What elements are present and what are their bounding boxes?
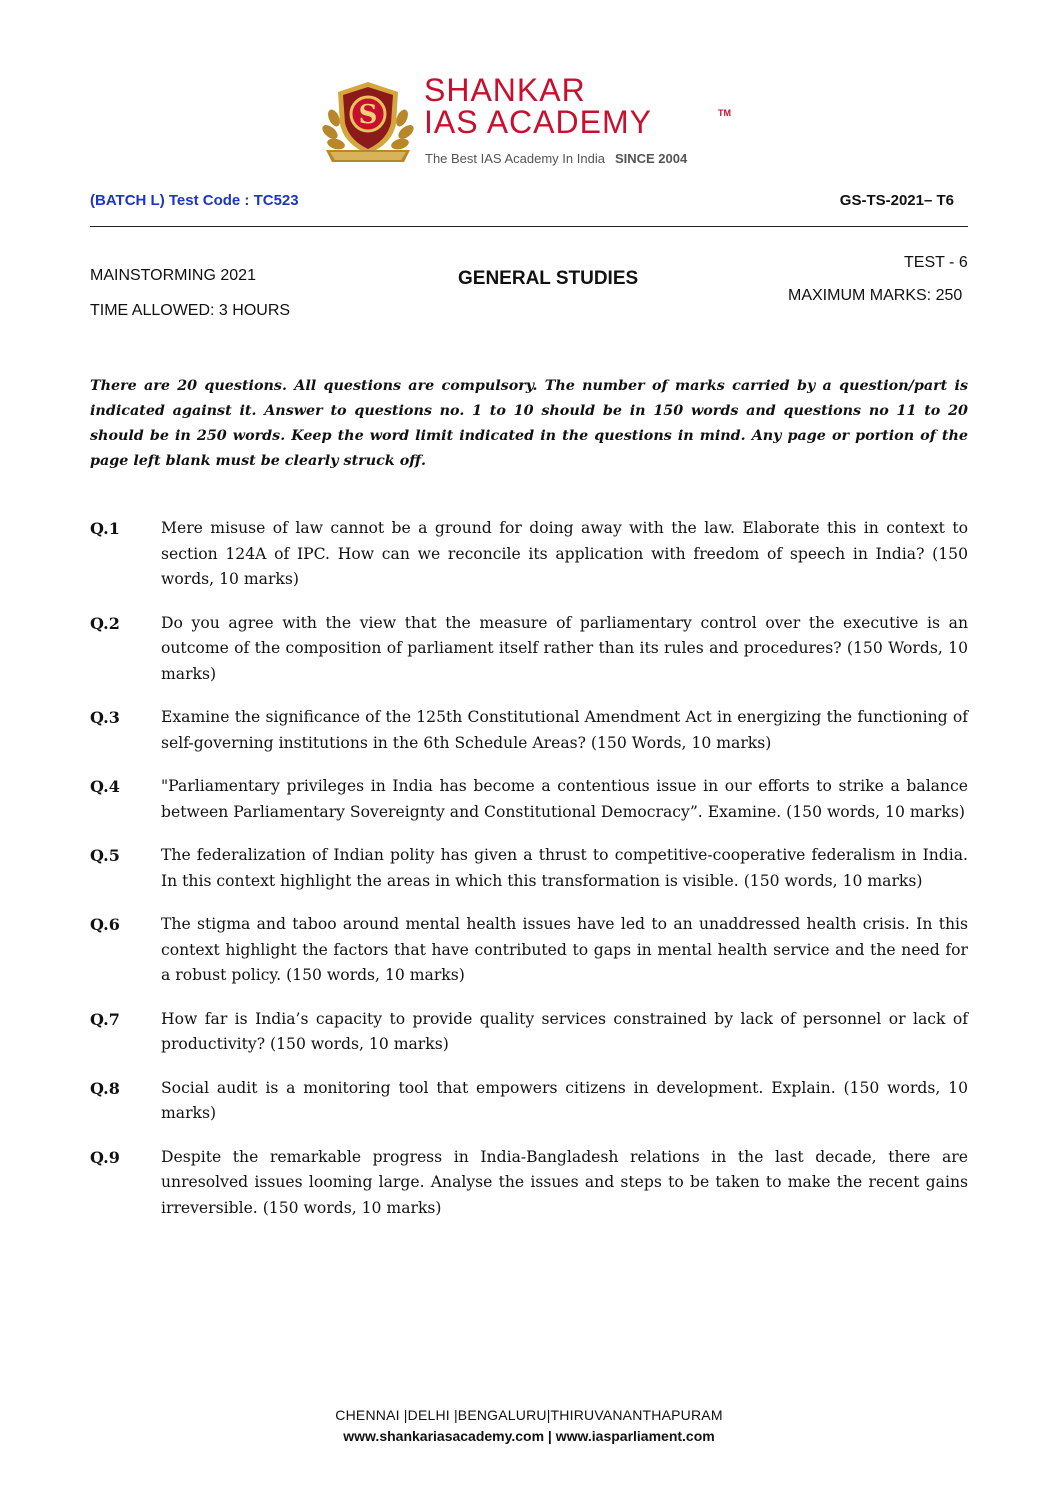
footer-websites[interactable]: www.shankariasacademy.com | www.iasparliament.com: [343, 1428, 715, 1444]
question-item: [90, 1007, 968, 1058]
question-item: [90, 774, 968, 825]
question-item: [90, 611, 968, 688]
time-allowed: TIME ALLOWED: 3 HOURS: [90, 302, 291, 319]
question-item: [90, 843, 968, 894]
question-text: Examine the significance of the 125th Constitutional Amendment Act in energizing the functioning of self-governing institutions in the 6th Schedule Areas? (150 Words, 10 marks): [161, 708, 968, 752]
program-name: MAINSTORMING 2021: [90, 267, 256, 284]
svg-text:S: S: [358, 100, 378, 130]
header-divider: [90, 226, 968, 227]
question-text: Mere misuse of law cannot be a ground for doing away with the law. Elaborate this in context to section 124A of IPC. How can we reconcile its application with freedom of speech in India? (150 words, 10 marks): [161, 519, 968, 588]
trademark-mark: TM: [718, 108, 731, 118]
question-item: [90, 1145, 968, 1222]
academy-name-line2: IAS ACADEMY: [424, 104, 652, 140]
question-number: Q.8: [90, 1078, 120, 1098]
question-number: Q.5: [90, 846, 120, 865]
question-item: [90, 516, 968, 593]
question-number: Q.7: [90, 1009, 120, 1029]
question-text: The federalization of Indian polity has given a thrust to competitive-cooperative federalism in India. In this context highlight the areas in which this transformation is visible. (150 words, 10 marks): [161, 846, 968, 890]
question-item: [90, 705, 968, 756]
shankar-emblem-icon: [320, 78, 416, 170]
question-item: [90, 1076, 968, 1127]
batch-test-code: (BATCH L) Test Code : TC523: [90, 192, 299, 209]
page-footer: [0, 1405, 1058, 1447]
question-number: Q.2: [90, 613, 120, 633]
paper-title: GENERAL STUDIES: [458, 268, 639, 289]
instructions: There are 20 questions. All questions are compulsory. The number of marks carried by a question/part is indicated against it. Answer to questions no. 1 to 10 should be in 150 words and questions no 11 to 20 should be in 250 words. Keep the word limit indicated in the questions in mind. Any page or portion of the page left blank must be clearly struck off.: [90, 378, 968, 469]
question-text: Do you agree with the view that the measure of parliamentary control over the executive is an outcome of the composition of parliament itself rather than its rules and procedures? (150 Words, 10 marks): [161, 613, 968, 683]
question-text: Despite the remarkable progress in India-Bangladesh relations in the last decade, there are unresolved issues looming large. Analyse the issues and steps to be taken to make the recent gains irreversible. (150 words, 10 marks): [161, 1147, 968, 1217]
test-number: TEST - 6: [904, 254, 968, 271]
question-list: [90, 516, 968, 1239]
since-text: SINCE 2004: [614, 151, 688, 166]
maximum-marks: MAXIMUM MARKS: 250: [788, 287, 963, 304]
tagline-text: The Best IAS Academy In India: [425, 151, 605, 166]
academy-name-line1: SHANKAR: [424, 72, 586, 108]
question-number: Q.9: [90, 1147, 120, 1167]
question-number: Q.4: [90, 777, 120, 796]
question-text: The stigma and taboo around mental health issues have led to an unaddressed health crisis. In this context highlight the factors that have contributed to gaps in mental health service and the need for a robust policy. (150 words, 10 marks): [161, 915, 968, 984]
question-text: "Parliamentary privileges in India has become a contentious issue in our efforts to strike a balance between Parliamentary Sovereignty and Constitutional Democracy”. Examine. (150 words, 10 marks): [161, 777, 968, 821]
question-text: How far is India’s capacity to provide quality services constrained by lack of personnel or lack of productivity? (150 words, 10 marks): [161, 1009, 968, 1053]
question-number: Q.3: [90, 708, 120, 727]
question-number: Q.1: [90, 519, 120, 538]
academy-name: [424, 74, 652, 138]
series-code: GS-TS-2021– T6: [839, 192, 954, 209]
question-number: Q.6: [90, 915, 120, 934]
question-text: Social audit is a monitoring tool that empowers citizens in development. Explain. (150 words, 10 marks): [161, 1078, 968, 1122]
question-item: [90, 912, 968, 989]
tagline: [425, 151, 687, 166]
footer-cities: CHENNAI |DELHI |BENGALURU|THIRUVANANTHAPURAM: [335, 1407, 723, 1423]
